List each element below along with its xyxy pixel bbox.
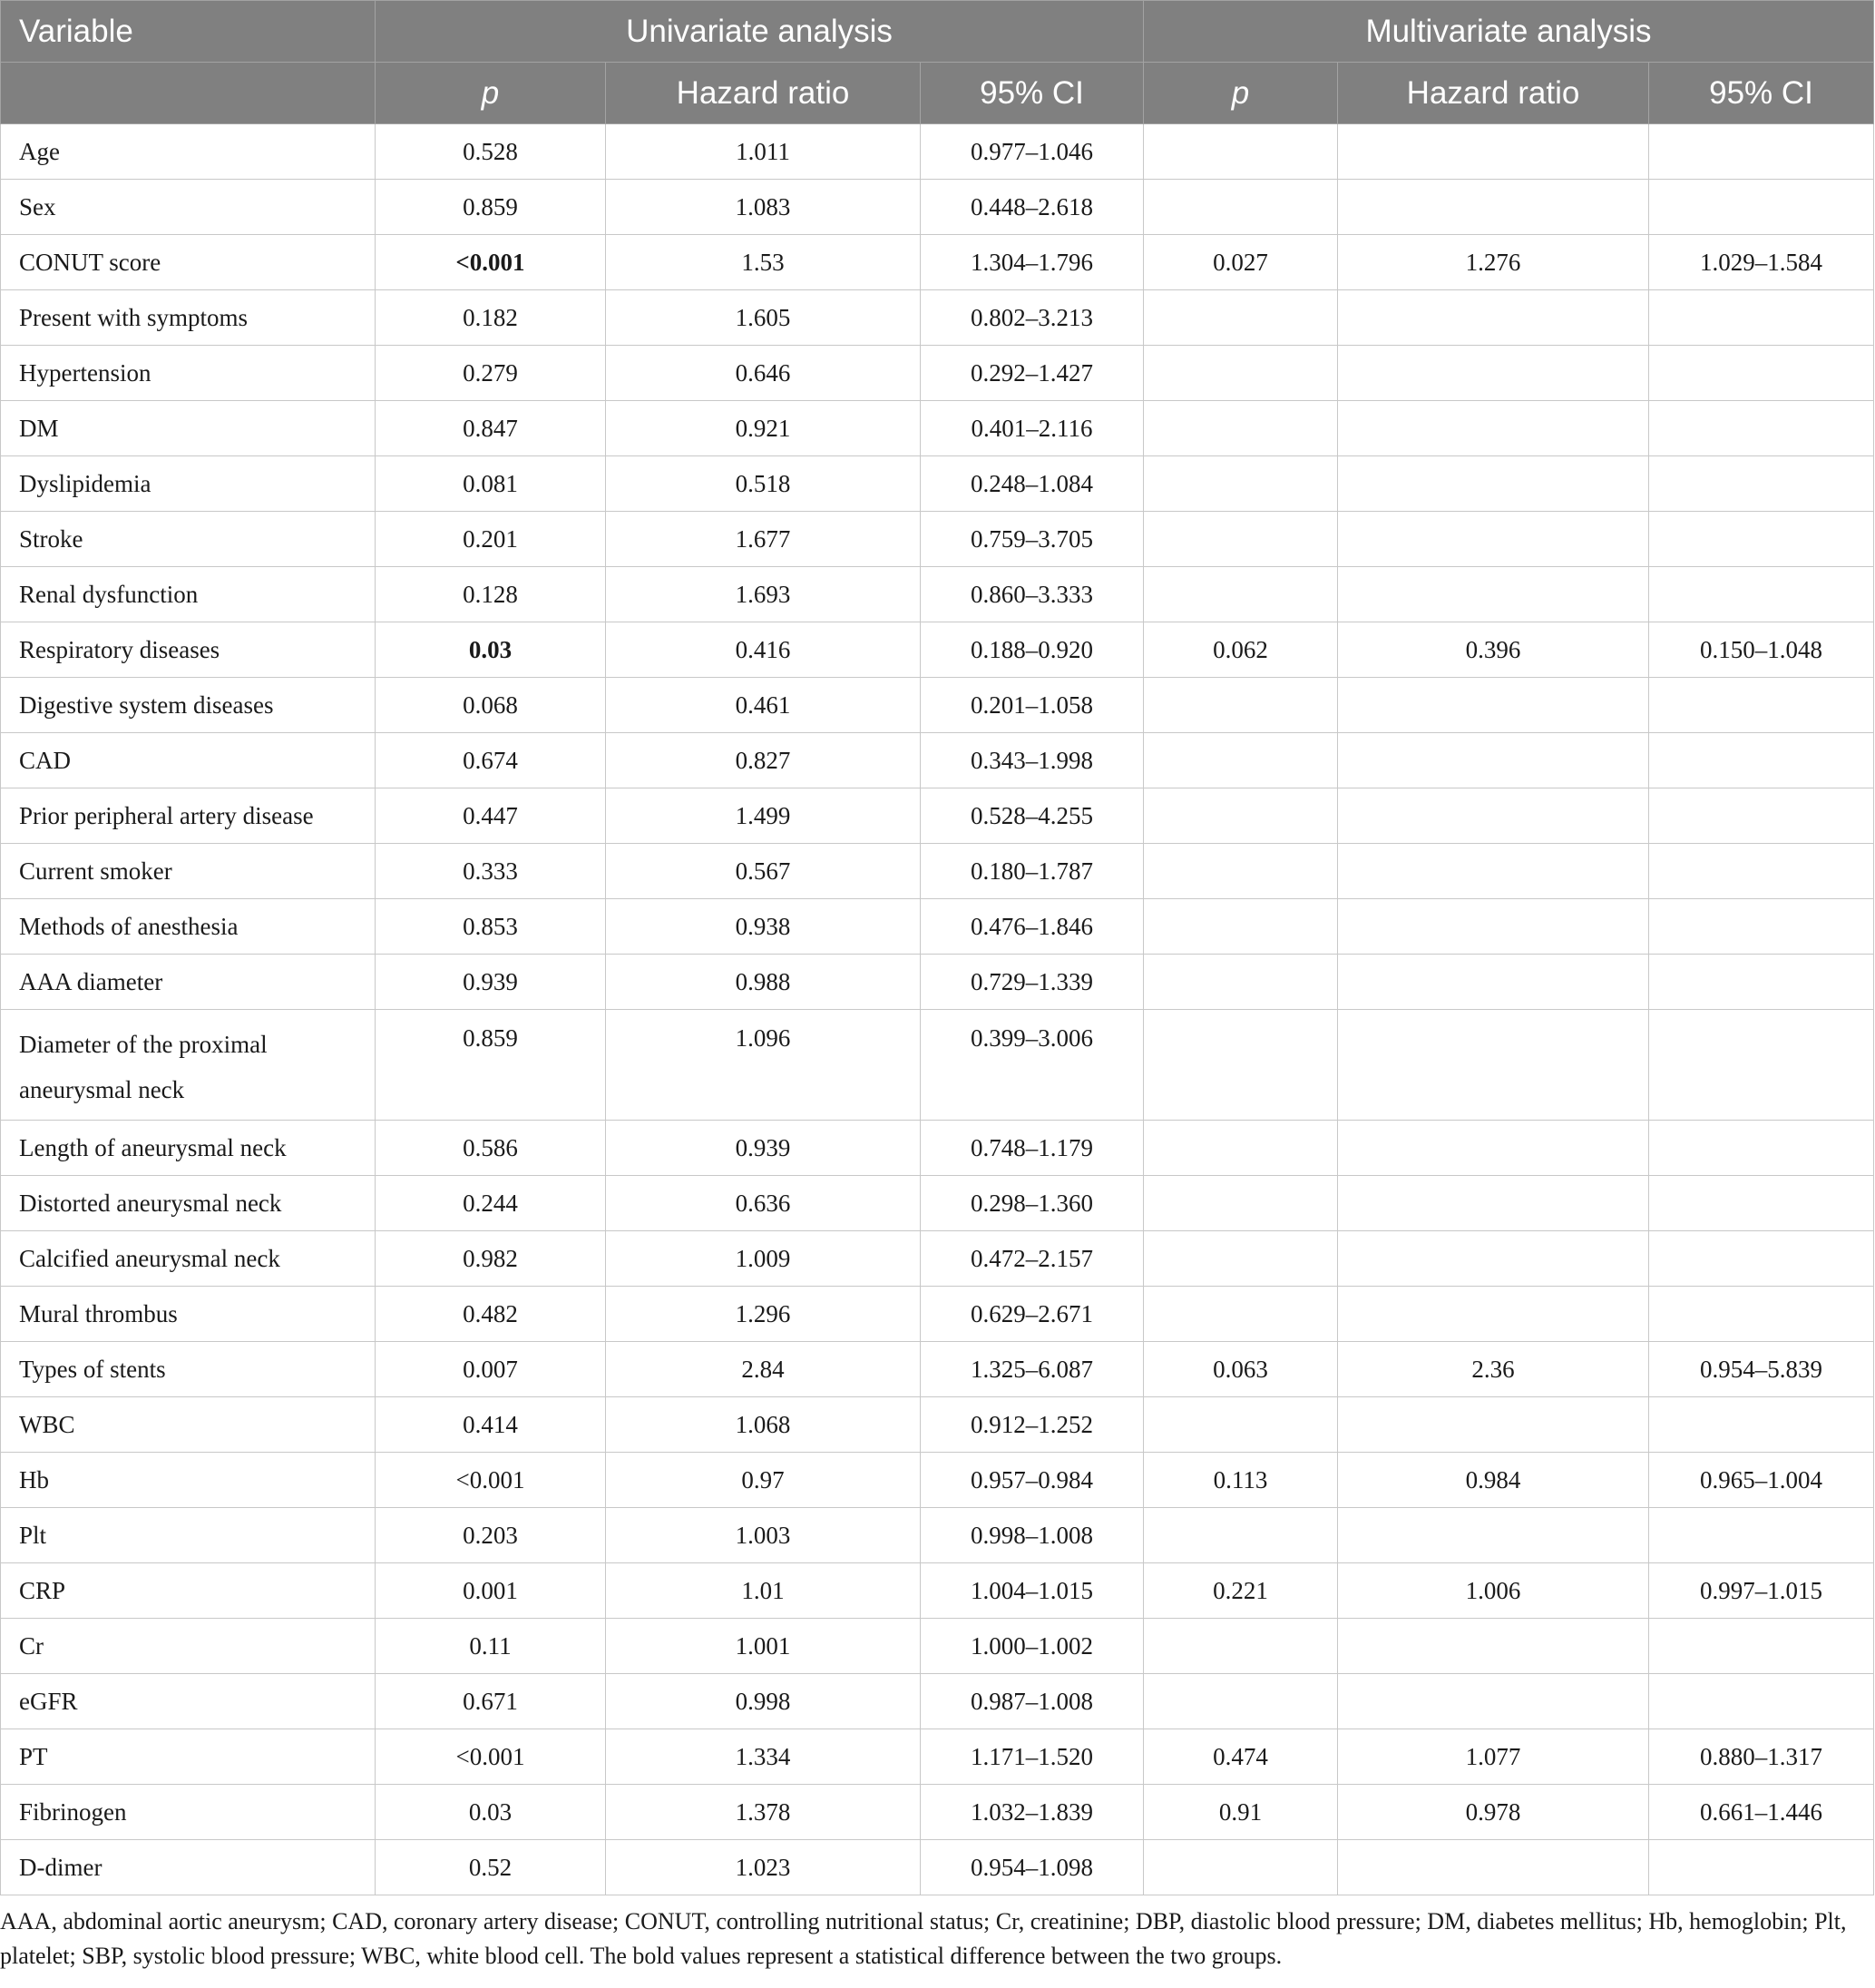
multivariate-p-cell: [1144, 844, 1338, 899]
multivariate-hr-cell: [1338, 1674, 1649, 1729]
multivariate-hr-cell: [1338, 1287, 1649, 1342]
multivariate-ci-cell: [1649, 678, 1874, 733]
variable-cell: Renal dysfunction: [1, 567, 376, 622]
multivariate-hr-cell: [1338, 1231, 1649, 1287]
univariate-hr-cell: 0.827: [606, 733, 921, 788]
univariate-p-cell: 0.279: [376, 346, 606, 401]
header-variable: Variable: [1, 1, 376, 63]
variable-cell: Respiratory diseases: [1, 622, 376, 678]
multivariate-ci-cell: [1649, 456, 1874, 512]
header-row-columns: [1, 63, 1874, 124]
table-row: [1, 1176, 1874, 1231]
univariate-ci-cell: 0.528–4.255: [921, 788, 1144, 844]
univariate-ci-cell: 0.729–1.339: [921, 955, 1144, 1010]
variable-cell: Digestive system diseases: [1, 678, 376, 733]
table-row: [1, 124, 1874, 180]
univariate-hr-cell: 0.988: [606, 955, 921, 1010]
table-row: [1, 1287, 1874, 1342]
variable-cell: Calcified aneurysmal neck: [1, 1231, 376, 1287]
univariate-hr-cell: 1.296: [606, 1287, 921, 1342]
multivariate-ci-cell: 0.997–1.015: [1649, 1563, 1874, 1619]
multivariate-p-cell: [1144, 124, 1338, 180]
header-univariate-hr: Hazard ratio: [606, 63, 921, 124]
variable-cell: Stroke: [1, 512, 376, 567]
univariate-p-cell: <0.001: [376, 235, 606, 290]
multivariate-p-cell: [1144, 346, 1338, 401]
multivariate-ci-cell: [1649, 733, 1874, 788]
univariate-ci-cell: 0.629–2.671: [921, 1287, 1144, 1342]
table-row: [1, 1729, 1874, 1785]
univariate-ci-cell: 0.954–1.098: [921, 1840, 1144, 1895]
multivariate-ci-cell: [1649, 1619, 1874, 1674]
table-row: [1, 733, 1874, 788]
header-multivariate: Multivariate analysis: [1144, 1, 1874, 63]
variable-cell: Prior peripheral artery disease: [1, 788, 376, 844]
univariate-hr-cell: 0.461: [606, 678, 921, 733]
multivariate-ci-cell: [1649, 567, 1874, 622]
univariate-ci-cell: 1.325–6.087: [921, 1342, 1144, 1397]
header-row-groups: [1, 1, 1874, 63]
univariate-hr-cell: 1.096: [606, 1010, 921, 1121]
variable-cell: Age: [1, 124, 376, 180]
multivariate-p-cell: [1144, 678, 1338, 733]
variable-cell: eGFR: [1, 1674, 376, 1729]
multivariate-p-cell: 0.91: [1144, 1785, 1338, 1840]
univariate-p-cell: 0.847: [376, 401, 606, 456]
multivariate-hr-cell: [1338, 1010, 1649, 1121]
multivariate-hr-cell: [1338, 401, 1649, 456]
univariate-hr-cell: 0.567: [606, 844, 921, 899]
multivariate-ci-cell: [1649, 1508, 1874, 1563]
table-row: [1, 456, 1874, 512]
multivariate-ci-cell: 0.880–1.317: [1649, 1729, 1874, 1785]
header-univariate-p: p: [376, 63, 606, 124]
univariate-hr-cell: 1.693: [606, 567, 921, 622]
table-row: [1, 844, 1874, 899]
table-row: [1, 1397, 1874, 1453]
multivariate-p-cell: [1144, 290, 1338, 346]
table-row: [1, 899, 1874, 955]
univariate-p-cell: <0.001: [376, 1729, 606, 1785]
header-univariate-ci: 95% CI: [921, 63, 1144, 124]
variable-cell: DM: [1, 401, 376, 456]
univariate-hr-cell: 1.083: [606, 180, 921, 235]
multivariate-hr-cell: [1338, 290, 1649, 346]
multivariate-hr-cell: [1338, 456, 1649, 512]
multivariate-p-cell: [1144, 1287, 1338, 1342]
multivariate-hr-cell: [1338, 1508, 1649, 1563]
multivariate-p-cell: [1144, 899, 1338, 955]
multivariate-ci-cell: 1.029–1.584: [1649, 235, 1874, 290]
variable-cell: Distorted aneurysmal neck: [1, 1176, 376, 1231]
univariate-ci-cell: 0.957–0.984: [921, 1453, 1144, 1508]
multivariate-hr-cell: 1.077: [1338, 1729, 1649, 1785]
multivariate-ci-cell: [1649, 1010, 1874, 1121]
multivariate-hr-cell: [1338, 1176, 1649, 1231]
multivariate-hr-cell: [1338, 512, 1649, 567]
table-row: [1, 290, 1874, 346]
univariate-ci-cell: 0.292–1.427: [921, 346, 1144, 401]
multivariate-hr-cell: 2.36: [1338, 1342, 1649, 1397]
header-empty: [1, 63, 376, 124]
multivariate-p-cell: [1144, 1010, 1338, 1121]
multivariate-p-cell: [1144, 1508, 1338, 1563]
univariate-ci-cell: 0.759–3.705: [921, 512, 1144, 567]
univariate-ci-cell: 0.987–1.008: [921, 1674, 1144, 1729]
multivariate-ci-cell: [1649, 955, 1874, 1010]
univariate-hr-cell: 0.921: [606, 401, 921, 456]
multivariate-ci-cell: [1649, 844, 1874, 899]
multivariate-p-cell: [1144, 1619, 1338, 1674]
univariate-ci-cell: 1.032–1.839: [921, 1785, 1144, 1840]
multivariate-p-cell: [1144, 733, 1338, 788]
variable-cell: Plt: [1, 1508, 376, 1563]
multivariate-p-cell: [1144, 401, 1338, 456]
variable-cell: Types of stents: [1, 1342, 376, 1397]
variable-cell: CRP: [1, 1563, 376, 1619]
univariate-p-cell: 0.528: [376, 124, 606, 180]
multivariate-p-cell: [1144, 955, 1338, 1010]
variable-cell: AAA diameter: [1, 955, 376, 1010]
multivariate-p-cell: [1144, 1397, 1338, 1453]
multivariate-p-cell: [1144, 180, 1338, 235]
table-row: [1, 1121, 1874, 1176]
multivariate-hr-cell: [1338, 844, 1649, 899]
univariate-p-cell: 0.03: [376, 622, 606, 678]
univariate-hr-cell: 1.068: [606, 1397, 921, 1453]
univariate-hr-cell: 0.939: [606, 1121, 921, 1176]
variable-cell: D-dimer: [1, 1840, 376, 1895]
univariate-p-cell: 0.244: [376, 1176, 606, 1231]
variable-cell: Hypertension: [1, 346, 376, 401]
multivariate-p-cell: [1144, 567, 1338, 622]
univariate-p-cell: 0.414: [376, 1397, 606, 1453]
variable-cell: CONUT score: [1, 235, 376, 290]
univariate-p-cell: 0.11: [376, 1619, 606, 1674]
univariate-hr-cell: 1.499: [606, 788, 921, 844]
multivariate-p-cell: 0.062: [1144, 622, 1338, 678]
univariate-ci-cell: 0.748–1.179: [921, 1121, 1144, 1176]
table-row: [1, 1563, 1874, 1619]
univariate-ci-cell: 0.201–1.058: [921, 678, 1144, 733]
univariate-hr-cell: 0.646: [606, 346, 921, 401]
table-row: [1, 1840, 1874, 1895]
univariate-ci-cell: 0.448–2.618: [921, 180, 1144, 235]
multivariate-ci-cell: [1649, 1287, 1874, 1342]
multivariate-hr-cell: [1338, 678, 1649, 733]
univariate-ci-cell: 0.248–1.084: [921, 456, 1144, 512]
multivariate-hr-cell: 0.978: [1338, 1785, 1649, 1840]
univariate-hr-cell: 2.84: [606, 1342, 921, 1397]
multivariate-p-cell: 0.474: [1144, 1729, 1338, 1785]
variable-cell: Diameter of the proximal aneurysmal neck: [1, 1010, 376, 1121]
table-row: [1, 955, 1874, 1010]
variable-cell: Length of aneurysmal neck: [1, 1121, 376, 1176]
univariate-hr-cell: 1.334: [606, 1729, 921, 1785]
table-row: [1, 567, 1874, 622]
multivariate-hr-cell: [1338, 567, 1649, 622]
table-row: [1, 346, 1874, 401]
multivariate-ci-cell: [1649, 124, 1874, 180]
variable-cell: Current smoker: [1, 844, 376, 899]
univariate-p-cell: 0.201: [376, 512, 606, 567]
multivariate-p-cell: 0.113: [1144, 1453, 1338, 1508]
univariate-p-cell: 0.333: [376, 844, 606, 899]
multivariate-hr-cell: [1338, 955, 1649, 1010]
multivariate-hr-cell: [1338, 1121, 1649, 1176]
univariate-hr-cell: 1.53: [606, 235, 921, 290]
multivariate-p-cell: [1144, 456, 1338, 512]
univariate-p-cell: 0.52: [376, 1840, 606, 1895]
header-multivariate-hr: Hazard ratio: [1338, 63, 1649, 124]
univariate-ci-cell: 0.188–0.920: [921, 622, 1144, 678]
univariate-ci-cell: 0.399–3.006: [921, 1010, 1144, 1121]
table-row: [1, 1231, 1874, 1287]
variable-cell: WBC: [1, 1397, 376, 1453]
multivariate-ci-cell: [1649, 1674, 1874, 1729]
univariate-ci-cell: 0.476–1.846: [921, 899, 1144, 955]
univariate-hr-cell: 1.677: [606, 512, 921, 567]
variable-cell: CAD: [1, 733, 376, 788]
univariate-ci-cell: 1.171–1.520: [921, 1729, 1144, 1785]
multivariate-ci-cell: 0.150–1.048: [1649, 622, 1874, 678]
univariate-ci-cell: 1.000–1.002: [921, 1619, 1144, 1674]
univariate-hr-cell: 0.938: [606, 899, 921, 955]
univariate-hr-cell: 1.003: [606, 1508, 921, 1563]
univariate-ci-cell: 0.912–1.252: [921, 1397, 1144, 1453]
univariate-p-cell: 0.859: [376, 180, 606, 235]
multivariate-p-cell: 0.221: [1144, 1563, 1338, 1619]
variable-cell: Sex: [1, 180, 376, 235]
univariate-p-cell: 0.447: [376, 788, 606, 844]
univariate-hr-cell: 0.518: [606, 456, 921, 512]
table-row: [1, 622, 1874, 678]
table-row: [1, 1785, 1874, 1840]
variable-cell: Fibrinogen: [1, 1785, 376, 1840]
multivariate-ci-cell: [1649, 1176, 1874, 1231]
multivariate-p-cell: [1144, 1840, 1338, 1895]
variable-cell: Cr: [1, 1619, 376, 1674]
multivariate-hr-cell: 1.276: [1338, 235, 1649, 290]
multivariate-ci-cell: [1649, 899, 1874, 955]
table-row: [1, 1453, 1874, 1508]
header-multivariate-ci: 95% CI: [1649, 63, 1874, 124]
univariate-hr-cell: 0.636: [606, 1176, 921, 1231]
multivariate-hr-cell: [1338, 1397, 1649, 1453]
multivariate-hr-cell: [1338, 733, 1649, 788]
multivariate-hr-cell: [1338, 124, 1649, 180]
table-row: [1, 1619, 1874, 1674]
multivariate-hr-cell: [1338, 899, 1649, 955]
univariate-p-cell: 0.128: [376, 567, 606, 622]
univariate-ci-cell: 1.004–1.015: [921, 1563, 1144, 1619]
multivariate-p-cell: 0.027: [1144, 235, 1338, 290]
multivariate-p-cell: [1144, 1121, 1338, 1176]
multivariate-ci-cell: [1649, 512, 1874, 567]
univariate-hr-cell: 1.378: [606, 1785, 921, 1840]
multivariate-ci-cell: [1649, 1397, 1874, 1453]
univariate-p-cell: 0.982: [376, 1231, 606, 1287]
multivariate-hr-cell: 1.006: [1338, 1563, 1649, 1619]
univariate-ci-cell: 0.298–1.360: [921, 1176, 1144, 1231]
table-row: [1, 788, 1874, 844]
univariate-ci-cell: 0.860–3.333: [921, 567, 1144, 622]
multivariate-p-cell: 0.063: [1144, 1342, 1338, 1397]
univariate-hr-cell: 0.998: [606, 1674, 921, 1729]
table-body: [1, 124, 1874, 1895]
univariate-p-cell: 0.03: [376, 1785, 606, 1840]
univariate-p-cell: 0.007: [376, 1342, 606, 1397]
univariate-ci-cell: 0.180–1.787: [921, 844, 1144, 899]
multivariate-p-cell: [1144, 788, 1338, 844]
variable-cell: Methods of anesthesia: [1, 899, 376, 955]
multivariate-hr-cell: 0.984: [1338, 1453, 1649, 1508]
multivariate-p-cell: [1144, 512, 1338, 567]
multivariate-ci-cell: 0.965–1.004: [1649, 1453, 1874, 1508]
multivariate-hr-cell: [1338, 1619, 1649, 1674]
univariate-p-cell: 0.081: [376, 456, 606, 512]
multivariate-ci-cell: [1649, 1840, 1874, 1895]
table-row: [1, 1674, 1874, 1729]
table-row: [1, 1010, 1874, 1121]
multivariate-ci-cell: [1649, 290, 1874, 346]
univariate-p-cell: 0.586: [376, 1121, 606, 1176]
univariate-p-cell: 0.859: [376, 1010, 606, 1121]
header-multivariate-p: p: [1144, 63, 1338, 124]
variable-cell: Dyslipidemia: [1, 456, 376, 512]
univariate-p-cell: 0.671: [376, 1674, 606, 1729]
header-univariate: Univariate analysis: [376, 1, 1144, 63]
univariate-ci-cell: 1.304–1.796: [921, 235, 1144, 290]
univariate-p-cell: 0.182: [376, 290, 606, 346]
table-row: [1, 180, 1874, 235]
multivariate-p-cell: [1144, 1231, 1338, 1287]
multivariate-ci-cell: [1649, 180, 1874, 235]
multivariate-hr-cell: 0.396: [1338, 622, 1649, 678]
table-row: [1, 1508, 1874, 1563]
multivariate-ci-cell: 0.661–1.446: [1649, 1785, 1874, 1840]
univariate-hr-cell: 1.001: [606, 1619, 921, 1674]
univariate-hr-cell: 1.01: [606, 1563, 921, 1619]
univariate-ci-cell: 0.343–1.998: [921, 733, 1144, 788]
table-footnote: AAA, abdominal aortic aneurysm; CAD, coronary artery disease; CONUT, controlling nutritional status; Cr, creatinine; DBP, diastolic blood pressure; DM, diabetes mellitus; Hb, hemoglobin; Plt, platelet; SBP, systolic blood pressure; WBC, white blood cell. The bold values represent a statistical difference between the two groups.: [0, 1908, 1847, 1969]
multivariate-ci-cell: [1649, 346, 1874, 401]
variable-cell: Present with symptoms: [1, 290, 376, 346]
multivariate-ci-cell: [1649, 401, 1874, 456]
univariate-hr-cell: 1.009: [606, 1231, 921, 1287]
multivariate-hr-cell: [1338, 788, 1649, 844]
table-row: [1, 678, 1874, 733]
multivariate-ci-cell: [1649, 788, 1874, 844]
univariate-p-cell: 0.203: [376, 1508, 606, 1563]
univariate-p-cell: 0.482: [376, 1287, 606, 1342]
univariate-p-cell: 0.853: [376, 899, 606, 955]
univariate-ci-cell: 0.472–2.157: [921, 1231, 1144, 1287]
multivariate-hr-cell: [1338, 180, 1649, 235]
univariate-ci-cell: 0.977–1.046: [921, 124, 1144, 180]
univariate-hr-cell: 0.416: [606, 622, 921, 678]
univariate-ci-cell: 0.401–2.116: [921, 401, 1144, 456]
multivariate-ci-cell: [1649, 1121, 1874, 1176]
univariate-p-cell: 0.939: [376, 955, 606, 1010]
univariate-hr-cell: 1.605: [606, 290, 921, 346]
multivariate-p-cell: [1144, 1674, 1338, 1729]
multivariate-ci-cell: [1649, 1231, 1874, 1287]
table-row: [1, 512, 1874, 567]
variable-cell: PT: [1, 1729, 376, 1785]
univariate-hr-cell: 0.97: [606, 1453, 921, 1508]
table-row: [1, 235, 1874, 290]
univariate-p-cell: 0.674: [376, 733, 606, 788]
multivariate-hr-cell: [1338, 346, 1649, 401]
multivariate-p-cell: [1144, 1176, 1338, 1231]
univariate-ci-cell: 0.998–1.008: [921, 1508, 1144, 1563]
multivariate-ci-cell: 0.954–5.839: [1649, 1342, 1874, 1397]
univariate-hr-cell: 1.023: [606, 1840, 921, 1895]
multivariate-hr-cell: [1338, 1840, 1649, 1895]
variable-cell: Hb: [1, 1453, 376, 1508]
variable-cell: Mural thrombus: [1, 1287, 376, 1342]
univariate-ci-cell: 0.802–3.213: [921, 290, 1144, 346]
table-row: [1, 1342, 1874, 1397]
univariate-p-cell: 0.068: [376, 678, 606, 733]
univariate-hr-cell: 1.011: [606, 124, 921, 180]
table-row: [1, 401, 1874, 456]
univariate-p-cell: 0.001: [376, 1563, 606, 1619]
univariate-p-cell: <0.001: [376, 1453, 606, 1508]
